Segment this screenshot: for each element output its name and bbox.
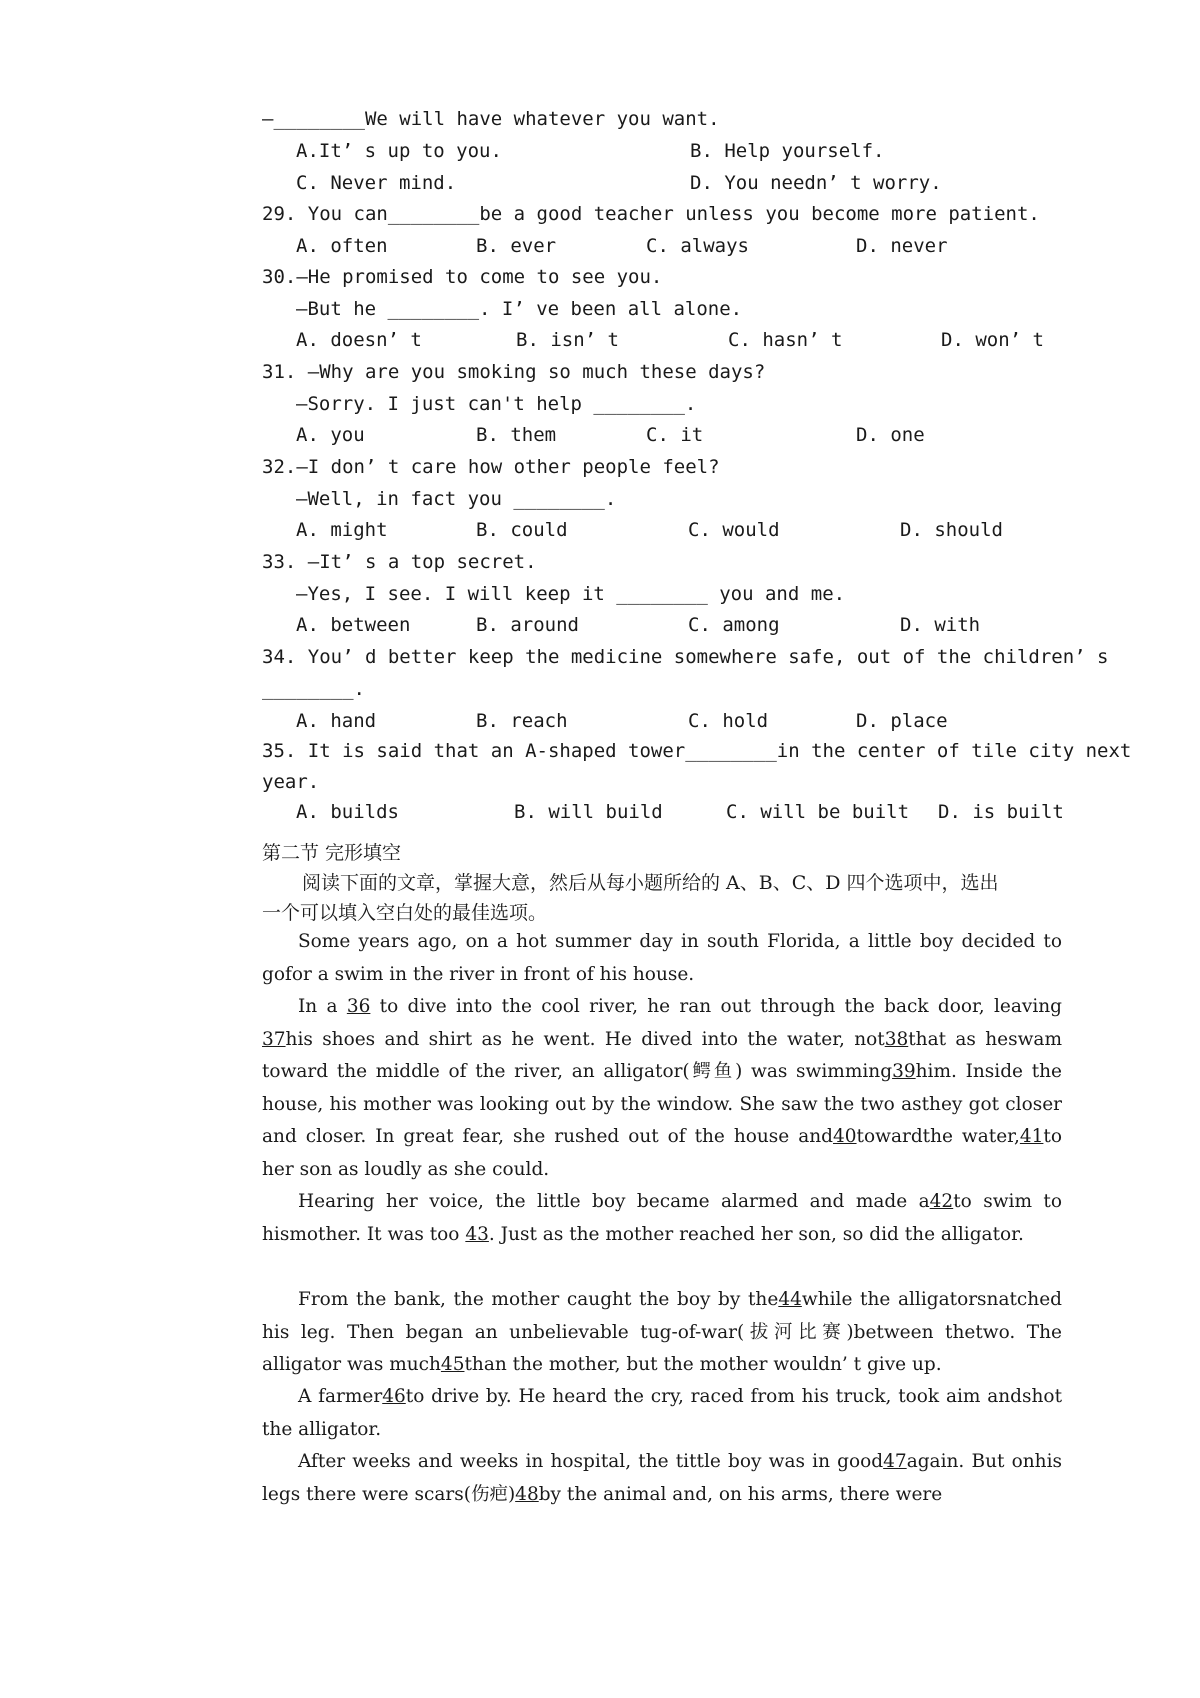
blank-37: 37 bbox=[262, 1028, 286, 1050]
blank-39: 39 bbox=[892, 1061, 916, 1082]
q30-option-a: A. doesn’ t bbox=[296, 329, 422, 351]
q35-option-c: C. will be built bbox=[726, 801, 910, 823]
q30-options bbox=[296, 325, 1076, 355]
q34-option-c: C. hold bbox=[688, 710, 769, 732]
section-instructions-line1: 阅读下面的文章，掌握大意，然后从每小题所给的 A、B、C、D 四个选项中，选出 bbox=[302, 872, 999, 894]
q32-stem: 32.—I don’ t care how other people feel? bbox=[262, 456, 720, 478]
q28-options-row1 bbox=[296, 136, 1076, 166]
q34-option-a: A. hand bbox=[296, 710, 377, 732]
q32-options bbox=[296, 515, 1076, 545]
q31-option-c: C. it bbox=[646, 424, 704, 446]
q31-option-b: B. them bbox=[476, 424, 557, 446]
q31-option-a: A. you bbox=[296, 424, 365, 446]
q29-stem: 29. You can________be a good teacher unless you become more patient. bbox=[262, 203, 1040, 225]
q31-option-d: D. one bbox=[856, 424, 925, 446]
q30-option-c: C. hasn’ t bbox=[728, 329, 843, 351]
q34-option-b: B. reach bbox=[476, 710, 568, 732]
passage-paragraph-1: Some years ago, on a hot summer day in south Florida, a little boy decided to gofor a swim in the river in front of his house. bbox=[262, 931, 1062, 985]
q33-option-d: D. with bbox=[900, 614, 981, 636]
q31-options bbox=[296, 420, 1076, 450]
q32-stem-2: —Well, in fact you ________. bbox=[296, 488, 617, 510]
q35-options bbox=[296, 797, 1076, 827]
q32-option-a: A. might bbox=[296, 519, 388, 541]
q35-stem: 35. It is said that an A-shaped tower________in the center of tile city next bbox=[262, 740, 1132, 762]
passage-paragraph-4: From the bank, the mother caught the boy by the44while the alligatorsnatched his leg. Then began an unbelievable tug-of-war(拔河比赛)between thetwo. The alligator was much45than the mother, but the mother wouldn’ t give up. bbox=[262, 1289, 1062, 1375]
passage-paragraph-5: A farmer46to drive by. He heard the cry, raced from his truck, took aim andshot the alligator. bbox=[262, 1386, 1062, 1440]
q35-stem-2: year. bbox=[262, 771, 320, 793]
blank-47: 47 bbox=[883, 1451, 907, 1472]
q34-option-d: D. place bbox=[856, 710, 948, 732]
q29-option-d: D. never bbox=[856, 235, 948, 257]
q33-option-b: B. around bbox=[476, 614, 579, 636]
q34-stem-2: ________. bbox=[262, 678, 365, 700]
q29-option-b: B. ever bbox=[476, 235, 557, 257]
q33-stem-2: —Yes, I see. I will keep it ________ you and me. bbox=[296, 583, 846, 605]
passage-paragraph-6: After weeks and weeks in hospital, the tittle boy was in good47again. But onhis legs there were scars(伤疤)48by the animal and, on his arms, there were bbox=[262, 1451, 1062, 1505]
q29-option-c: C. always bbox=[646, 235, 749, 257]
blank-41: 41 bbox=[1019, 1126, 1044, 1147]
blank-45: 45 bbox=[440, 1354, 465, 1375]
q31-stem-2: —Sorry. I just can't help ________. bbox=[296, 393, 697, 415]
q33-stem: 33. —It’ s a top secret. bbox=[262, 551, 537, 573]
q34-options bbox=[296, 706, 1076, 736]
blank-46: 46 bbox=[382, 1386, 406, 1407]
blank-42: 42 bbox=[929, 1191, 954, 1212]
section-title: 第二节 完形填空 bbox=[262, 842, 402, 864]
q31-stem: 31. —Why are you smoking so much these days? bbox=[262, 361, 766, 383]
blank-38: 38 bbox=[884, 1028, 909, 1050]
passage-paragraph-2: In a 36 to dive into the cool river, he ran out through the back door, leaving 37his shoes and shirt as he went. He dived into the water, not38that as heswam toward the middle of the river, an alligator(鳄鱼) was swimming39him. Inside the house, his mother was looking out by the window. She saw the two asthey got closer and closer. In great fear, she rushed out of the house and40towardthe water,41to her son as loudly as she could. bbox=[262, 996, 1062, 1180]
blank-36: 36 bbox=[346, 996, 371, 1017]
q33-option-a: A. between bbox=[296, 614, 411, 636]
blank-40: 40 bbox=[833, 1126, 857, 1147]
section-instructions-line2: 一个可以填入空白处的最佳选项。 bbox=[262, 902, 548, 924]
blank-43: 43 bbox=[465, 1223, 489, 1245]
q32-option-b: B. could bbox=[476, 519, 568, 541]
q28-option-d: D. You needn’ t worry. bbox=[690, 172, 942, 194]
q30-stem-2: —But he ________. I’ ve been all alone. bbox=[296, 298, 743, 320]
blank-48: 48 bbox=[515, 1483, 539, 1505]
q28-option-a: A.It’ s up to you. bbox=[296, 140, 502, 162]
q34-stem: 34. You’ d better keep the medicine somewhere safe, out of the children’ s bbox=[262, 646, 1109, 668]
q30-option-b: B. isn’ t bbox=[516, 329, 619, 351]
q33-options bbox=[296, 610, 1076, 640]
q30-option-d: D. won’ t bbox=[941, 329, 1044, 351]
q32-option-d: D. should bbox=[900, 519, 1003, 541]
q28-options-row2 bbox=[296, 168, 1076, 198]
q29-options bbox=[296, 231, 1076, 261]
q28-option-c: C. Never mind. bbox=[296, 172, 457, 194]
q32-option-c: C. would bbox=[688, 519, 780, 541]
passage-paragraph-3: Hearing her voice, the little boy became alarmed and made a42to swim to hismother. It was too 43. Just as the mother reached her son, so did the alligator. bbox=[262, 1191, 1062, 1245]
blank-44: 44 bbox=[778, 1289, 802, 1310]
q30-stem: 30.—He promised to come to see you. bbox=[262, 266, 663, 288]
q35-option-b: B. will build bbox=[514, 801, 663, 823]
q29-option-a: A. often bbox=[296, 235, 388, 257]
q35-option-a: A. builds bbox=[296, 801, 399, 823]
q28-option-b: B. Help yourself. bbox=[690, 140, 885, 162]
q33-option-c: C. among bbox=[688, 614, 780, 636]
q28-answer-line: —________We will have whatever you want. bbox=[262, 108, 720, 130]
q35-option-d: D. is built bbox=[938, 801, 1064, 823]
